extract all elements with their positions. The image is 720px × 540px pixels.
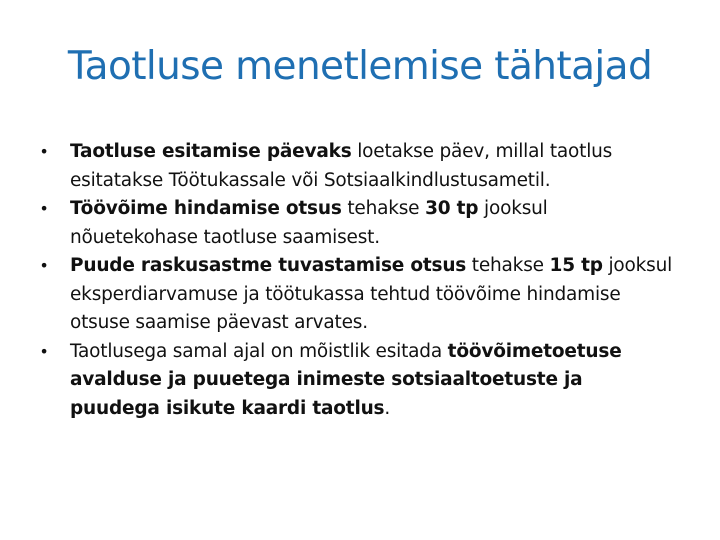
bullet-emphasis: Töövõime hindamise otsus	[70, 198, 342, 219]
bullet-list	[36, 138, 676, 423]
bullet-item-disability-decision	[36, 252, 676, 338]
bullet-text: tehakse	[341, 198, 426, 219]
bullet-text: tehakse	[466, 255, 550, 276]
bullet-emphasis: Puude raskusastme tuvastamise otsus	[70, 255, 467, 276]
bullet-text: jooksul eksperdiarvamuse ja töötukassa tehtud töövõime hindamise otsuse saamise päevast arvates.	[70, 255, 673, 333]
bullet-emphasis: Taotluse esitamise päevaks	[70, 141, 352, 162]
bullet-text: Taotlusega samal ajal on mõistlik esitada	[70, 340, 448, 362]
bullet-dot-icon: •	[39, 199, 49, 218]
bullet-deadline: 15 tp	[549, 255, 603, 276]
bullet-item-concurrent-applications	[36, 338, 676, 424]
slide-title: Taotluse menetlemise tähtajad	[67, 44, 653, 89]
bullet-dot-icon: •	[39, 256, 49, 275]
bullet-emphasis: töövõimetoetuse avalduse ja puuetega inimeste sotsiaaltoetuste ja puudega isikute kaardi taotlus	[70, 340, 622, 419]
bullet-deadline: 30 tp	[425, 198, 479, 219]
bullet-dot-icon: •	[39, 142, 49, 161]
bullet-item-work-ability-decision	[36, 195, 676, 252]
bullet-text: jooksul nõuetekohase taotluse saamisest.	[70, 198, 548, 248]
bullet-item-application-date	[36, 138, 676, 195]
bullet-text: loetakse päev, millal taotlus esitatakse Töötukassale või Sotsiaalkindlustusametil.	[70, 141, 613, 191]
bullet-dot-icon: •	[39, 341, 49, 361]
bullet-text: .	[384, 397, 391, 419]
